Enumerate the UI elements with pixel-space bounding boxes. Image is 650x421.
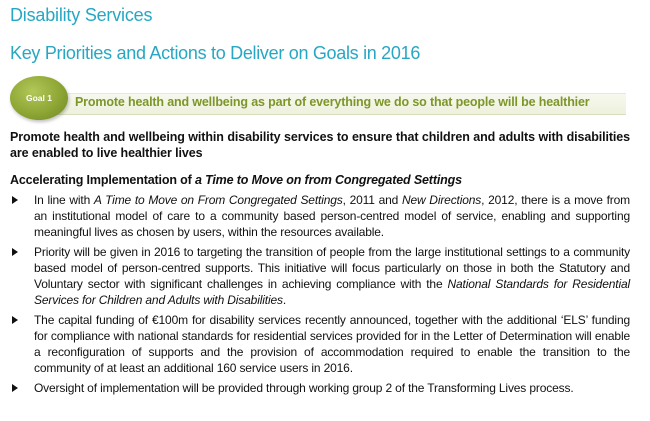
section-heading-text: Accelerating Implementation of: [10, 173, 195, 187]
list-item: [10, 380, 630, 396]
list-item: [10, 244, 630, 308]
section-heading-italic: a Time to Move on from Congregated Settings: [194, 173, 462, 187]
section-heading: [10, 173, 462, 187]
page-subtitle: Key Priorities and Actions to Deliver on Goals in 2016: [10, 43, 421, 63]
intro-statement: Promote health and wellbeing within disability services to ensure that children and adults with disabilities are enabled to live healthier lives: [10, 130, 630, 160]
bullet-text: , 2012, there is a move from an institutional model of care to a community based person-centred model of service, enabling and supporting meaningful lives as chosen by users, within the resources available.: [34, 193, 631, 239]
bullet-list: [10, 192, 630, 400]
bullet-italic: National Standards for Residential Services for Children and Adults with Disabilities: [34, 277, 630, 307]
bullet-arrow-icon: [12, 316, 18, 324]
bullet-arrow-icon: [12, 196, 18, 204]
bullet-italic: New Directions: [401, 193, 482, 207]
bullet-arrow-icon: [12, 248, 18, 256]
bullet-text: The capital funding of €100m for disability services recently announced, together with the additional ‘ELS’ funding for compliance with national standards for residential services provided for in the Letter of Determination will enable a reconfiguration of supports and the provision of accommodation required to enable the transition to the community of at least an additional 160 service users in 2016.: [34, 313, 630, 375]
list-item: [10, 192, 630, 240]
bullet-arrow-icon: [12, 384, 18, 392]
goal-badge-label: Goal 1: [26, 93, 52, 103]
bullet-text: Priority will be given in 2016 to targeting the transition of people from the large institutional settings to a community based model of person-centred supports. This initiative will focus particularly on those in both the Statutory and Voluntary sector with significant challenges in achieving compliance with the: [34, 245, 630, 291]
bullet-text: .: [282, 293, 287, 307]
page-title: Disability Services: [10, 5, 153, 25]
bullet-text: In line with: [34, 193, 94, 207]
goal-statement: Promote health and wellbeing as part of everything we do so that people will be healthier: [75, 95, 590, 109]
bullet-italic: A Time to Move on From Congregated Settings: [93, 193, 343, 207]
bullet-text: , 2011 and: [342, 193, 402, 207]
goal-badge: [10, 76, 68, 120]
bullet-text: Oversight of implementation will be provided through working group 2 of the Transforming Lives process.: [34, 381, 574, 395]
list-item: [10, 312, 630, 376]
